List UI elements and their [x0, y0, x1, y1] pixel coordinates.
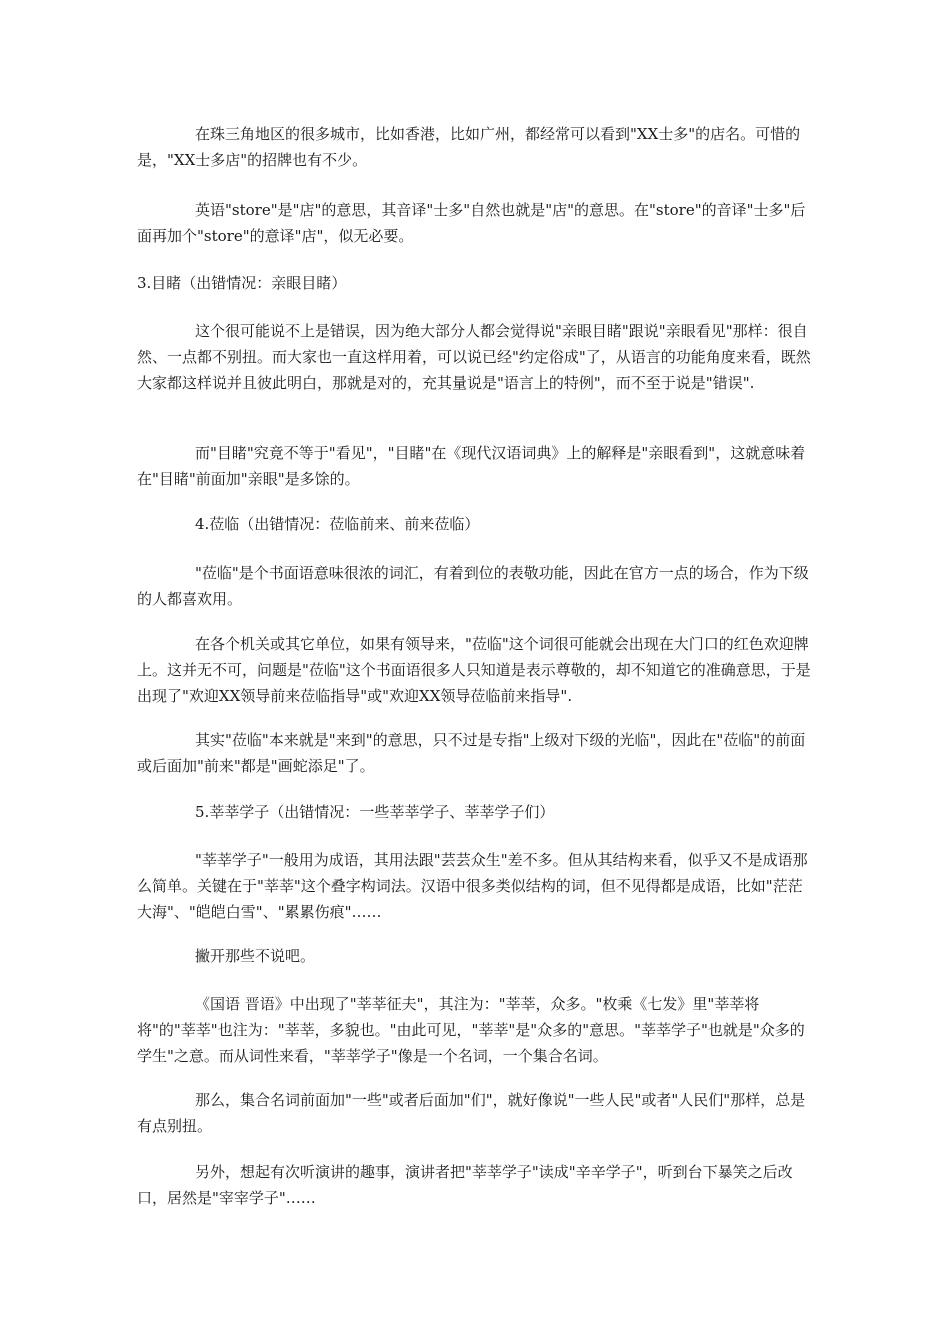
paragraph-shenshen-origin: 《国语 晋语》中出现了"莘莘征夫"，其注为："莘莘，众多。"枚乘《七发》里"莘莘将将"的"莘莘"也注为："莘莘，多貌也。"由此可见，"莘莘"是"众多的"意思。"莘莘学子"也就是"众多的学生"之意。而从词性来看，"莘莘学子"像是一个名词，一个集合名词。 [137, 995, 805, 1065]
paragraph-shiduo-intro: 在珠三角地区的很多城市，比如香港，比如广州，都经常可以看到"XX士多"的店名。可惜的是，"XX士多店"的招牌也有不少。 [137, 125, 801, 169]
paragraph-mudu-explanation: 这个很可能说不上是错误，因为绝大部分人都会觉得说"亲眼目睹"跟说"亲眼看见"那样：很自然、一点都不别扭。而大家也一直这样用着，可以说已经"约定俗成"了，从语言的功能角度来看，既然大家都这样说并且彼此明白，那就是对的，充其量说是"语言上的特例"，而不至于说是"错误". [137, 322, 811, 392]
paragraph-collective-noun: 那么，集合名词前面加"一些"或者后面加"们"，就好像说"一些人民"或者"人民们"那样，总是有点别扭。 [137, 1091, 806, 1135]
heading-lilin: 4.莅临（出错情况：莅临前来、前来莅临） [195, 515, 480, 533]
paragraph-store-translation: 英语"store"是"店"的意思，其音译"士多"自然也就是"店"的意思。在"store"的音译"士多"后面再加个"store"的意译"店"，似无必要。 [137, 201, 806, 245]
paragraph-aside: 撇开那些不说吧。 [195, 947, 316, 965]
paragraph-shenshen-structure: "莘莘学子"一般用为成语，其用法跟"芸芸众生"差不多。但从其结构来看，似乎又不是成语那么简单。关键在于"莘莘"这个叠字构词法。汉语中很多类似结构的词，但不见得都是成语，比如"茫茫大海"、"皑皑白雪"、"累累伤痕"…… [137, 851, 808, 921]
paragraph-mudu-definition: 而"目睹"究竟不等于"看见"，"目睹"在《现代汉语词典》上的解释是"亲眼看到"，这就意味着在"目睹"前面加"亲眼"是多馀的。 [137, 444, 806, 488]
paragraph-anecdote: 另外，想起有次听演讲的趣事，演讲者把"莘莘学子"读成"辛辛学子"，听到台下暴笑之后改口，居然是"宰宰学子"…… [137, 1163, 793, 1207]
paragraph-lilin-usage: 在各个机关或其它单位，如果有领导来，"莅临"这个词很可能就会出现在大门口的红色欢迎牌上。这并无不可，问题是"莅临"这个书面语很多人只知道是表示尊敬的，却不知道它的准确意思，于是出现了"欢迎XX领导前来莅临指导"或"欢迎XX领导莅临前来指导". [137, 635, 811, 705]
heading-shenshen: 5.莘莘学子（出错情况：一些莘莘学子、莘莘学子们） [195, 803, 555, 821]
paragraph-lilin-intro: "莅临"是个书面语意味很浓的词汇，有着到位的表敬功能，因此在官方一点的场合，作为下级的人都喜欢用。 [137, 564, 809, 608]
heading-mudu: 3.目睹（出错情况：亲眼目睹） [137, 274, 347, 292]
paragraph-lilin-meaning: 其实"莅临"本来就是"来到"的意思，只不过是专指"上级对下级的光临"，因此在"莅临"的前面或后面加"前来"都是"画蛇添足"了。 [137, 731, 806, 775]
